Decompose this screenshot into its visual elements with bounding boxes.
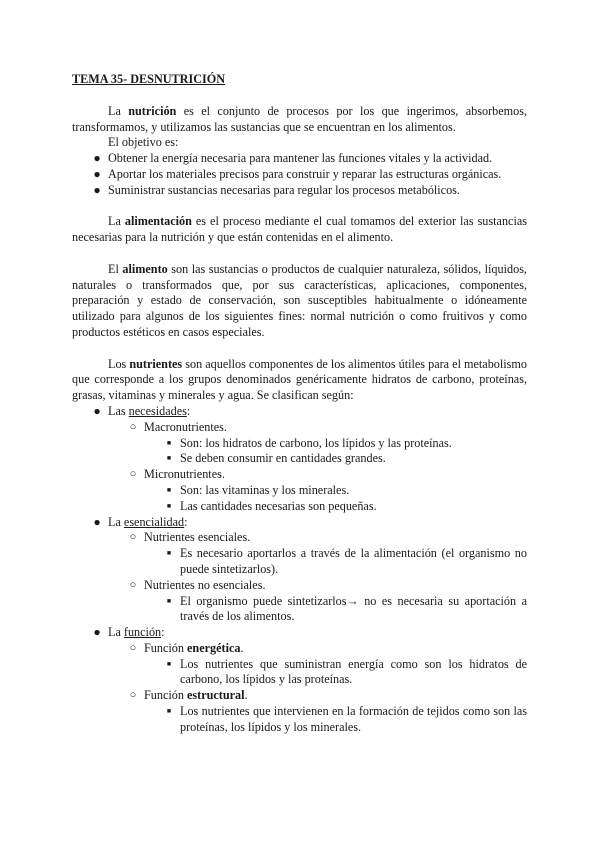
list-item: ■ Los nutrientes que suministran energía como son los hidratos de carbono, los lípidos y las proteínas. xyxy=(72,657,527,689)
list-item: ○ Nutrientes esenciales. xyxy=(72,530,527,546)
alimentacion-paragraph: La alimentación es el proceso mediante el cual tomamos del exterior las sustancias necesarias para la nutrición y que están contenidas en el alimento. xyxy=(72,214,527,245)
list-item: ○ Función estructural. xyxy=(72,688,527,704)
circle-bullet-icon: ○ xyxy=(129,689,137,702)
bullet-icon: ● xyxy=(93,514,101,529)
list-item-necesidades: ● Las necesidades: xyxy=(72,404,527,420)
list-item: ● Aportar los materiales precisos para construir y reparar las estructuras orgánicas. xyxy=(72,167,527,183)
bullet-icon: ● xyxy=(93,403,101,418)
nutricion-paragraph: La nutrición es el conjunto de procesos por los que ingerimos, absorbemos, transformamos, y utilizamos las sustancias que se encuentran en los alimentos. xyxy=(72,103,528,134)
list-item: ○ Función energética. xyxy=(72,641,527,657)
square-bullet-icon: ■ xyxy=(166,454,172,463)
circle-bullet-icon: ○ xyxy=(129,531,137,544)
list-item: ■ Son: las vitaminas y los minerales. xyxy=(72,483,527,499)
term-alimento: alimento xyxy=(122,261,168,276)
list-item: ■ El organismo puede sintetizarlos→ no es necesaria su aportación a través de los alimentos. xyxy=(72,594,527,626)
square-bullet-icon: ■ xyxy=(166,549,172,558)
square-bullet-icon: ■ xyxy=(166,659,172,668)
circle-bullet-icon: ○ xyxy=(129,468,137,481)
square-bullet-icon: ■ xyxy=(166,596,172,605)
square-bullet-icon: ■ xyxy=(166,501,172,510)
document-body xyxy=(72,72,527,736)
bullet-icon: ● xyxy=(93,166,101,181)
bullet-icon: ● xyxy=(93,151,101,166)
nutrientes-paragraph: Los nutrientes son aquellos componentes de los alimentos útiles para el metabolismo que corresponde a los grupos denominados genéricamente hidratos de carbono, proteínas, grasas, vitaminas y minerales y agua. Se clasifican según: xyxy=(72,356,527,403)
list-item: ■ Son: los hidratos de carbono, los lípidos y las proteínas. xyxy=(72,436,527,452)
term-nutrientes: nutrientes xyxy=(129,356,183,371)
page-title: TEMA 35- DESNUTRICIÓN xyxy=(72,72,226,86)
list-item: ■ Se deben consumir en cantidades grandes. xyxy=(72,451,527,467)
list-item: ■ Es necesario aportarlos a través de la alimentación (el organismo no puede sintetizarlos). xyxy=(72,546,527,578)
term-alimentacion: alimentación xyxy=(124,214,192,229)
square-bullet-icon: ■ xyxy=(166,438,172,447)
circle-bullet-icon: ○ xyxy=(129,420,137,433)
objetivo-label: El objetivo es: xyxy=(108,135,179,150)
list-item-funcion: ● La función: xyxy=(72,625,527,641)
bullet-icon: ● xyxy=(93,625,101,640)
list-item: ■ Las cantidades necesarias son pequeñas. xyxy=(72,499,527,515)
alimento-paragraph: El alimento son las sustancias o productos de cualquier naturaleza, sólidos, líquidos, naturales o transformados que, por sus características, aplicaciones, componentes, preparación y estado de conservación, son susceptibles habitualmente o idóneamente utilizado para algunos de los siguientes fines: normal nutrición o como fruitivos y como productos estéticos en casos especiales. xyxy=(72,261,527,339)
list-item: ○ Micronutrientes. xyxy=(72,467,527,483)
list-item: ● Obtener la energía necesaria para mantener las funciones vitales y la actividad. xyxy=(72,151,527,167)
list-item-esencialidad: ● La esencialidad: xyxy=(72,515,527,531)
square-bullet-icon: ■ xyxy=(166,707,172,716)
bullet-icon: ● xyxy=(93,182,101,197)
list-item: ○ Nutrientes no esenciales. xyxy=(72,578,527,594)
square-bullet-icon: ■ xyxy=(166,485,172,494)
list-item: ■ Los nutrientes que intervienen en la formación de tejidos como son las proteínas, los lípidos y los minerales. xyxy=(72,704,527,736)
circle-bullet-icon: ○ xyxy=(129,578,137,591)
list-item: ○ Macronutrientes. xyxy=(72,420,527,436)
list-item: ● Suministrar sustancias necesarias para regular los procesos metabólicos. xyxy=(72,183,527,199)
circle-bullet-icon: ○ xyxy=(129,641,137,654)
term-nutricion: nutrición xyxy=(128,103,177,118)
